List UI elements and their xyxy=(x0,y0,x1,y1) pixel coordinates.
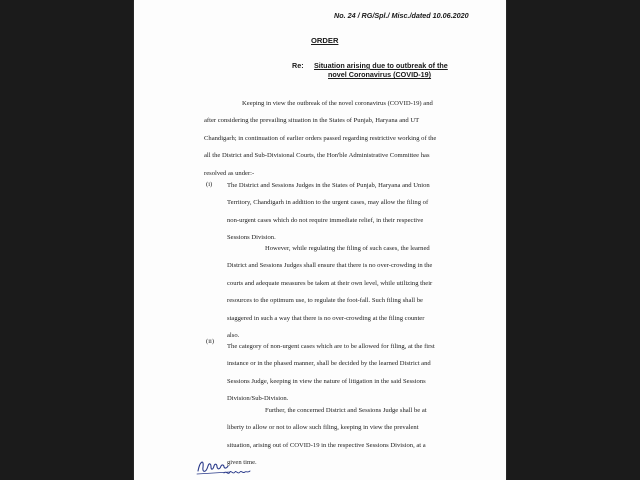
intro-line: Keeping in view the outbreak of the novel coronavirus (COVID-19) and xyxy=(242,100,433,107)
reference-number: No. 24 / RG/Spl./ Misc./dated 10.06.2020 xyxy=(334,11,469,20)
paragraph-line: Further, the concerned District and Sessions Judge shall be at xyxy=(265,407,427,414)
subject xyxy=(314,61,464,79)
paragraph-line: liberty to allow or not to allow such filing, keeping in view the prevalent xyxy=(227,424,419,432)
document-page xyxy=(134,0,506,480)
item-paragraph xyxy=(227,402,457,472)
paragraph-line: non-urgent cases which do not require immediate relief, in their respective xyxy=(227,216,424,224)
intro-line: after considering the prevailing situation in the States of Punjab, Haryana and UT xyxy=(204,117,420,125)
intro-line: all the District and Sub-Divisional Courts, the Hon'ble Administrative Committee has xyxy=(204,152,430,160)
intro-paragraph xyxy=(204,95,456,182)
paragraph-line: Sessions Judge, keeping in view the nature of litigation in the said Sessions xyxy=(227,377,426,385)
paragraph-line: situation, arising out of COVID-19 in the respective Sessions Division, at a xyxy=(227,441,426,449)
paragraph-line: courts and adequate measures be taken at their own level, while utilizing their xyxy=(227,279,433,287)
paragraph-line: District and Sessions Judges shall ensure that there is no over-crowding in the xyxy=(227,262,433,270)
paragraph-line: given time. xyxy=(227,459,257,467)
item-number: (ii) xyxy=(206,338,215,345)
paragraph-line: instance or in the phased manner, shall be decided by the learned District and xyxy=(227,360,431,368)
item-paragraph xyxy=(227,338,457,408)
intro-line: resolved as under:- xyxy=(204,169,255,177)
item-number: (i) xyxy=(206,181,213,188)
paragraph-line: resources to the optimum use, to regulate the foot-fall. Such filing shall be xyxy=(227,297,423,305)
subject-line: Situation arising due to outbreak of the xyxy=(314,61,448,70)
item-paragraph xyxy=(227,240,457,344)
paragraph-line: However, while regulating the filing of such cases, the learned xyxy=(265,245,430,252)
item-paragraph xyxy=(227,177,457,247)
order-title: ORDER xyxy=(311,36,339,45)
re-label: Re: xyxy=(292,61,304,70)
paragraph-line: Division/Sub-Division. xyxy=(227,395,289,403)
paragraph-line: The District and Sessions Judges in the States of Punjab, Haryana and Union xyxy=(227,182,430,189)
paragraph-line: The category of non-urgent cases which are to be allowed for filing, at the first xyxy=(227,343,435,350)
handwritten-signature xyxy=(194,455,254,477)
intro-line: Chandigarh; in continuation of earlier orders passed regarding restrictive working of the xyxy=(204,134,437,142)
paragraph-line: also. xyxy=(227,332,240,340)
paragraph-line: Territory, Chandigarh in addition to the urgent cases, may allow the filing of xyxy=(227,199,429,207)
paragraph-line: staggered in such a way that there is no over-crowding at the filing counter xyxy=(227,314,425,322)
subject-line: novel Coronavirus (COVID-19) xyxy=(328,70,432,79)
paragraph-line: Sessions Division. xyxy=(227,234,276,242)
